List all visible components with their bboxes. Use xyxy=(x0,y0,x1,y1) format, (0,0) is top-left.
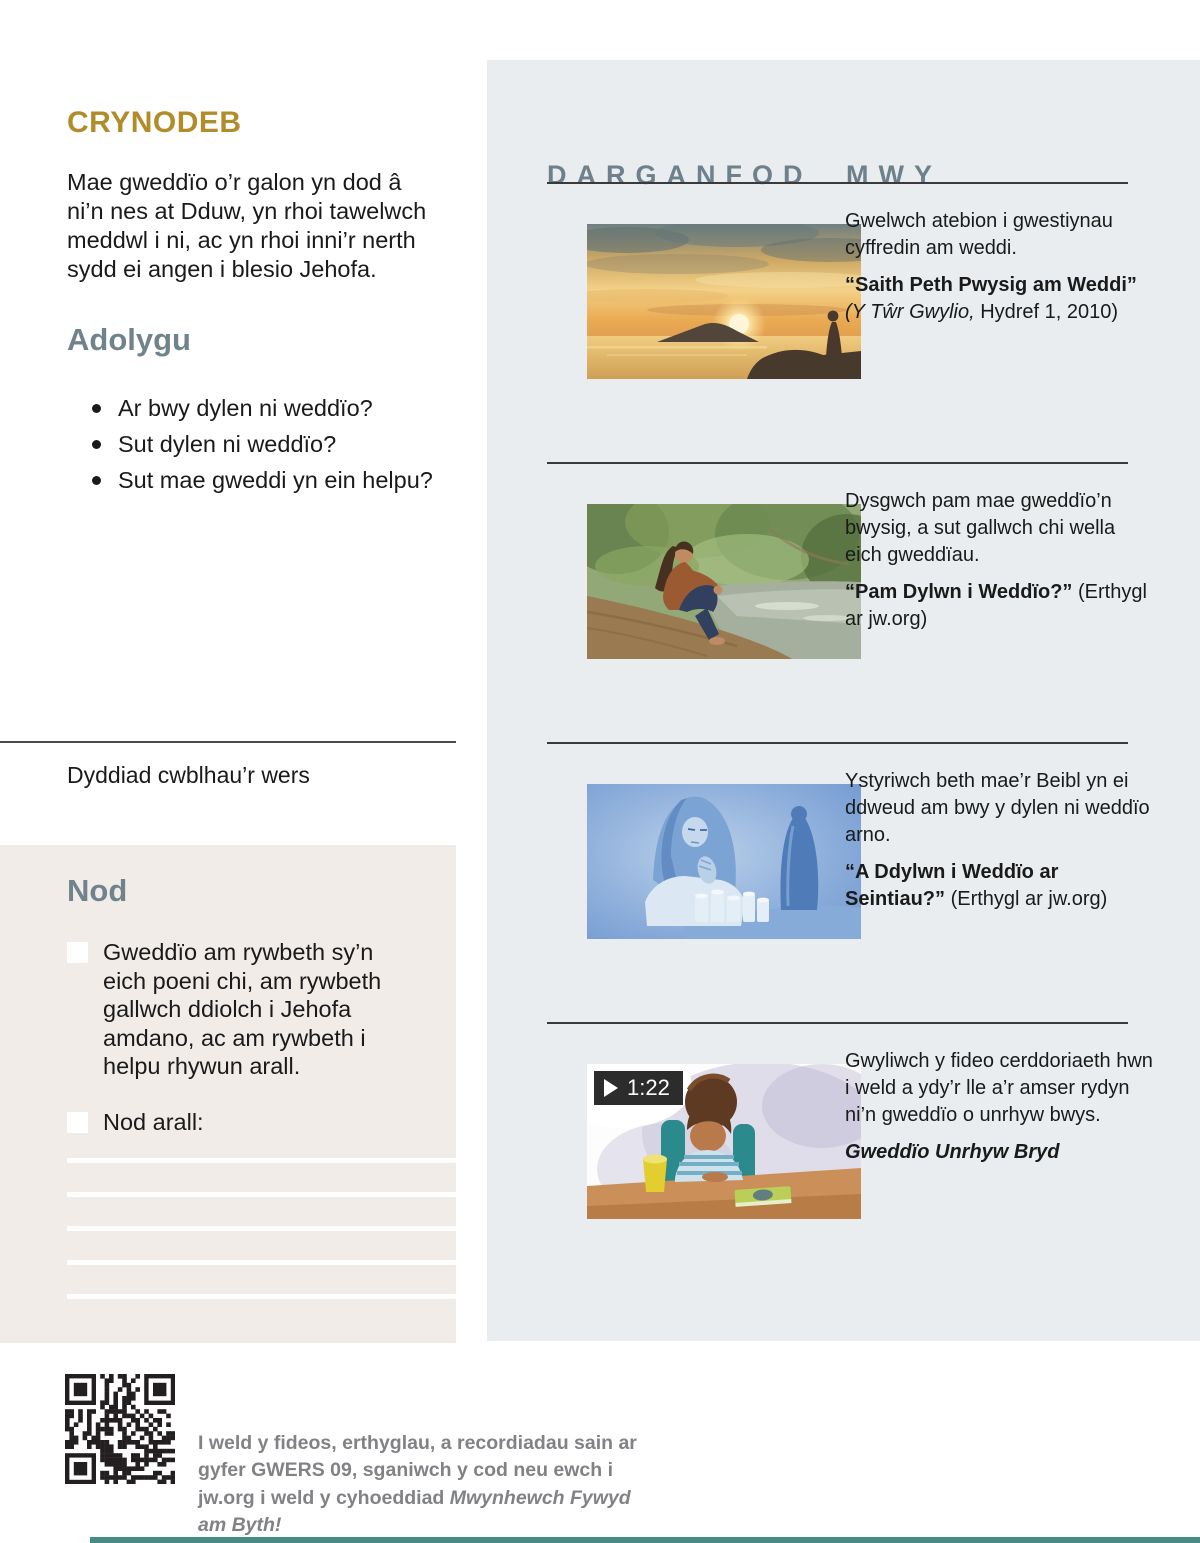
discover-more-title: DARGANFOD MWY xyxy=(547,160,942,190)
bottom-accent-bar xyxy=(90,1537,1200,1543)
review-question: Sut dylen ni weddïo? xyxy=(90,426,460,462)
video-title: Gweddïo Unrhyw Bryd xyxy=(845,1141,1060,1163)
goal-section xyxy=(0,845,456,1343)
sunset-woman-by-sea-illustration xyxy=(587,224,861,379)
qr-code xyxy=(65,1374,175,1484)
writing-line[interactable] xyxy=(67,1226,456,1231)
video-description: Gwyliwch y fideo cerddoriaeth hwn i weld a ydy’r lle a’r amser rydyn ni’n gweddïo o unrhyw bwys. xyxy=(845,1050,1153,1126)
article-description: Gwelwch atebion i gwestiynau cyffredin am weddi. xyxy=(845,210,1113,259)
review-question: Sut mae gweddi yn ein helpu? xyxy=(90,462,460,498)
woman-sitting-by-river-illustration xyxy=(587,504,861,659)
goal-title: Nod xyxy=(67,873,128,908)
completion-date-label: Dyddiad cwblhau’r wers xyxy=(67,762,310,788)
play-icon xyxy=(604,1079,618,1097)
writing-line[interactable] xyxy=(67,1260,456,1265)
article-entry xyxy=(845,208,1157,336)
article-image-praying xyxy=(587,784,861,939)
divider xyxy=(547,462,1128,464)
writing-line[interactable] xyxy=(67,1294,456,1299)
divider xyxy=(0,741,456,743)
divider xyxy=(547,182,1128,184)
article-image-riverside xyxy=(587,504,861,659)
video-duration-badge xyxy=(594,1071,683,1105)
divider xyxy=(547,1022,1128,1024)
writing-line[interactable] xyxy=(67,1158,456,1163)
article-reference: “Pam Dylwn i Weddïo?” (Erthygl ar jw.org) xyxy=(845,581,1147,630)
article-image-sunset xyxy=(587,224,861,379)
writing-line[interactable] xyxy=(67,1192,456,1197)
article-entry xyxy=(845,768,1157,923)
article-entry xyxy=(845,488,1157,643)
discover-more-panel xyxy=(487,60,1200,1341)
article-reference: “Saith Peth Pwysig am Weddi” (Y Tŵr Gwylio, Hydref 1, 2010) xyxy=(845,274,1137,323)
article-description: Ystyriwch beth mae’r Beibl yn ei ddweud am bwy y dylen ni weddïo arno. xyxy=(845,770,1150,846)
article-description: Dysgwch pam mae gweddïo’n bwysig, a sut gallwch chi wella eich gweddïau. xyxy=(845,490,1116,566)
goal-text: Gweddïo am rywbeth sy’n eich poeni chi, am rywbeth gallwch ddiolch i Jehofa amdano, ac am rywbeth i helpu rhywun arall. xyxy=(103,939,382,1079)
divider xyxy=(547,742,1128,744)
woman-praying-candles-statue-illustration xyxy=(587,784,861,939)
goal-checkbox[interactable] xyxy=(67,1112,88,1133)
footer-instruction: I weld y fideos, erthyglau, a recordiadau sain ar gyfer GWERS 09, sganiwch y cod neu ewch i jw.org i weld y cyhoeddiad Mwynhewch Fywyd am Byth! xyxy=(198,1431,637,1536)
goal-item xyxy=(67,938,397,1081)
review-question-list xyxy=(90,390,460,498)
video-duration: 1:22 xyxy=(627,1075,670,1100)
goal-text: Nod arall: xyxy=(103,1109,204,1135)
summary-text: Mae gweddïo o’r galon yn dod â ni’n nes at Dduw, yn rhoi tawelwch meddwl i ni, ac yn rhoi inni’r nerth sydd ei angen i blesio Jehofa. xyxy=(67,169,427,282)
summary-title: CRYNODEB xyxy=(67,106,242,139)
goal-item xyxy=(67,1108,397,1137)
qr-code-graphic xyxy=(65,1374,175,1484)
goal-checkbox[interactable] xyxy=(67,942,88,963)
review-question: Ar bwy dylen ni weddïo? xyxy=(90,390,460,426)
review-title: Adolygu xyxy=(67,322,191,357)
video-entry xyxy=(845,1048,1157,1176)
article-reference: “A Ddylwn i Weddïo ar Seintiau?” (Erthygl ar jw.org) xyxy=(845,861,1108,910)
video-thumbnail[interactable] xyxy=(587,1064,861,1219)
